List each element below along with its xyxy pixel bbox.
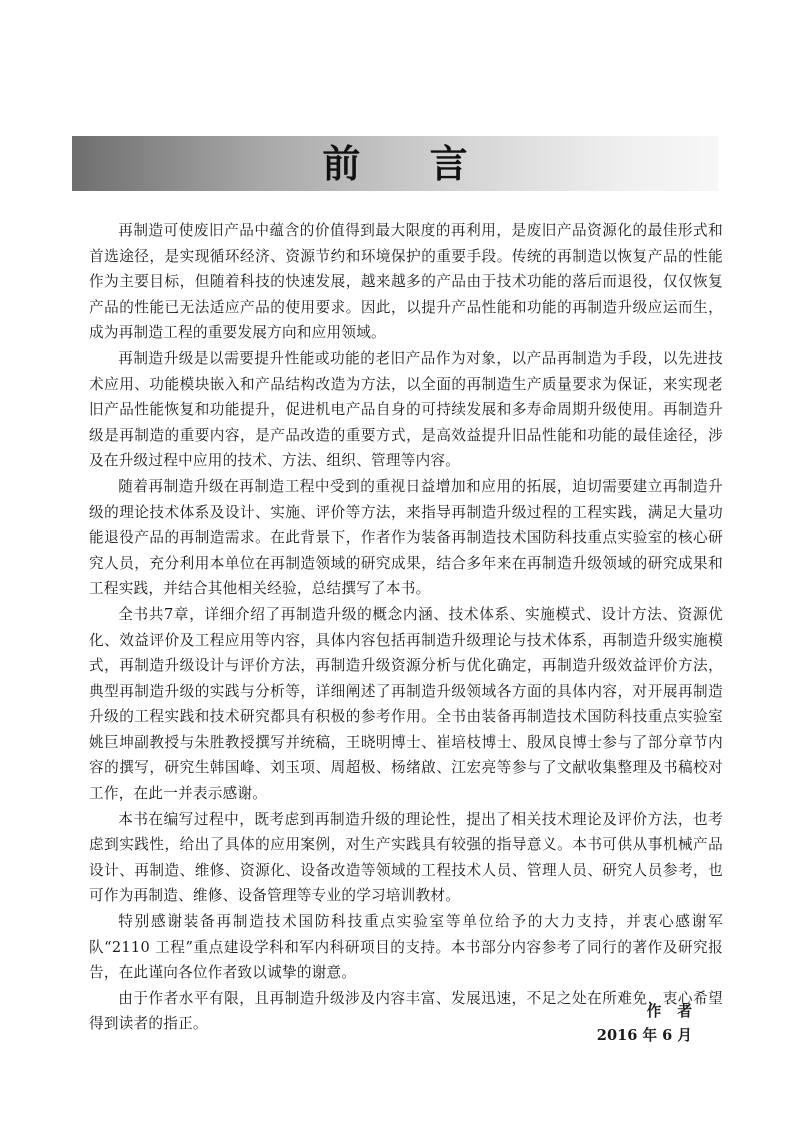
signature-block (596, 1000, 708, 1048)
paragraph-2: 再制造升级是以需要提升性能或功能的老旧产品作为对象，以产品再制造为手段，以先进技术应用、功能模块嵌入和产品结构改造为方法，以全面的再制造生产质量要求为保证，来实现老旧产品性能恢复和功能提升，促进机电产品自身的可持续发展和多寿命周期升级使用。再制造升级是再制造的重要内容，是产品改造的重要方式，是高效益提升旧品性能和功能的最佳途径，涉及在升级过程中应用的技术、方法、组织、管理等内容。 (89, 349, 723, 470)
paragraph-3: 随着再制造升级在再制造工程中受到的重视日益增加和应用的拓展，迫切需要建立再制造升级的理论技术体系及设计、实施、评价等方法，来指导再制造升级过程的工程实践，满足大量功能退役产品的再制造需求。在此背景下，作者作为装备再制造技术国防科技重点实验室的核心研究人员，充分利用本单位在再制造领域的研究成果，结合多年来在再制造升级领域的研究成果和工程实践，并结合其他相关经验，总结撰写了本书。 (89, 477, 723, 598)
preface-body (89, 218, 723, 1037)
paragraph-5: 本书在编写过程中，既考虑到再制造升级的理论性，提出了相关技术理论及评价方法，也考虑到实践性，给出了具体的应用案例，对生产实践具有较强的指导意义。本书可供从事机械产品设计、再制造、维修、资源化、设备改造等领域的工程技术人员、管理人员、研究人员参考，也可作为再制造、维修、设备管理等专业的学习培训教材。 (89, 810, 723, 905)
paragraph-1: 再制造可使废旧产品中蕴含的价值得到最大限度的再利用，是废旧产品资源化的最佳形式和首选途径，是实现循环经济、资源节约和环境保护的重要手段。传统的再制造以恢复产品的性能作为主要目标，但随着科技的快速发展，越来越多的产品由于技术功能的落后而退役，仅仅恢复产品的性能已无法适应产品的使用要求。因此，以提升产品性能和功能的再制造升级应运而生，成为再制造工程的重要发展方向和应用领域。 (89, 222, 723, 342)
page-title: 前 言 (322, 141, 496, 186)
paragraph-6: 特别感谢装备再制造技术国防科技重点实验室等单位给予的大力支持，并衷心感谢军队“2110 工程”重点建设学科和军内科研项目的支持。本书部分内容参考了同行的著作及研究报告，在此谨向各位作者致以诚挚的谢意。 (89, 913, 723, 982)
title-banner (72, 136, 718, 191)
signature-date: 2016 年 6 月 (596, 1027, 692, 1044)
paragraph-7: 由于作者水平有限，且再制造升级涉及内容丰富、发展迅速，不足之处在所难免，衷心希望得到读者的指正。 (89, 989, 723, 1033)
author-signature: 作者 (646, 1003, 708, 1020)
paragraph-4: 全书共7章，详细介绍了再制造升级的概念内涵、技术体系、实施模式、设计方法、资源优化、效益评价及工程应用等内容，具体内容包括再制造升级理论与技术体系，再制造升级实施模式，再制造升级设计与评价方法，再制造升级资源分析与优化确定，再制造升级效益评价方法，典型再制造升级的实践与分析等，详细阐述了再制造升级领域各方面的具体内容，对开展再制造升级的工程实践和技术研究都具有积极的参考作用。全书由装备再制造技术国防科技重点实验室姚巨坤副教授与朱胜教授撰写并统稿，王晓明博士、崔培枝博士、殷凤良博士参与了部分章节内容的撰写，研究生韩国峰、刘玉项、周超极、杨绪啟、江宏亮等参与了文献收集整理及书稿校对工作，在此一并表示感谢。 (89, 605, 723, 803)
